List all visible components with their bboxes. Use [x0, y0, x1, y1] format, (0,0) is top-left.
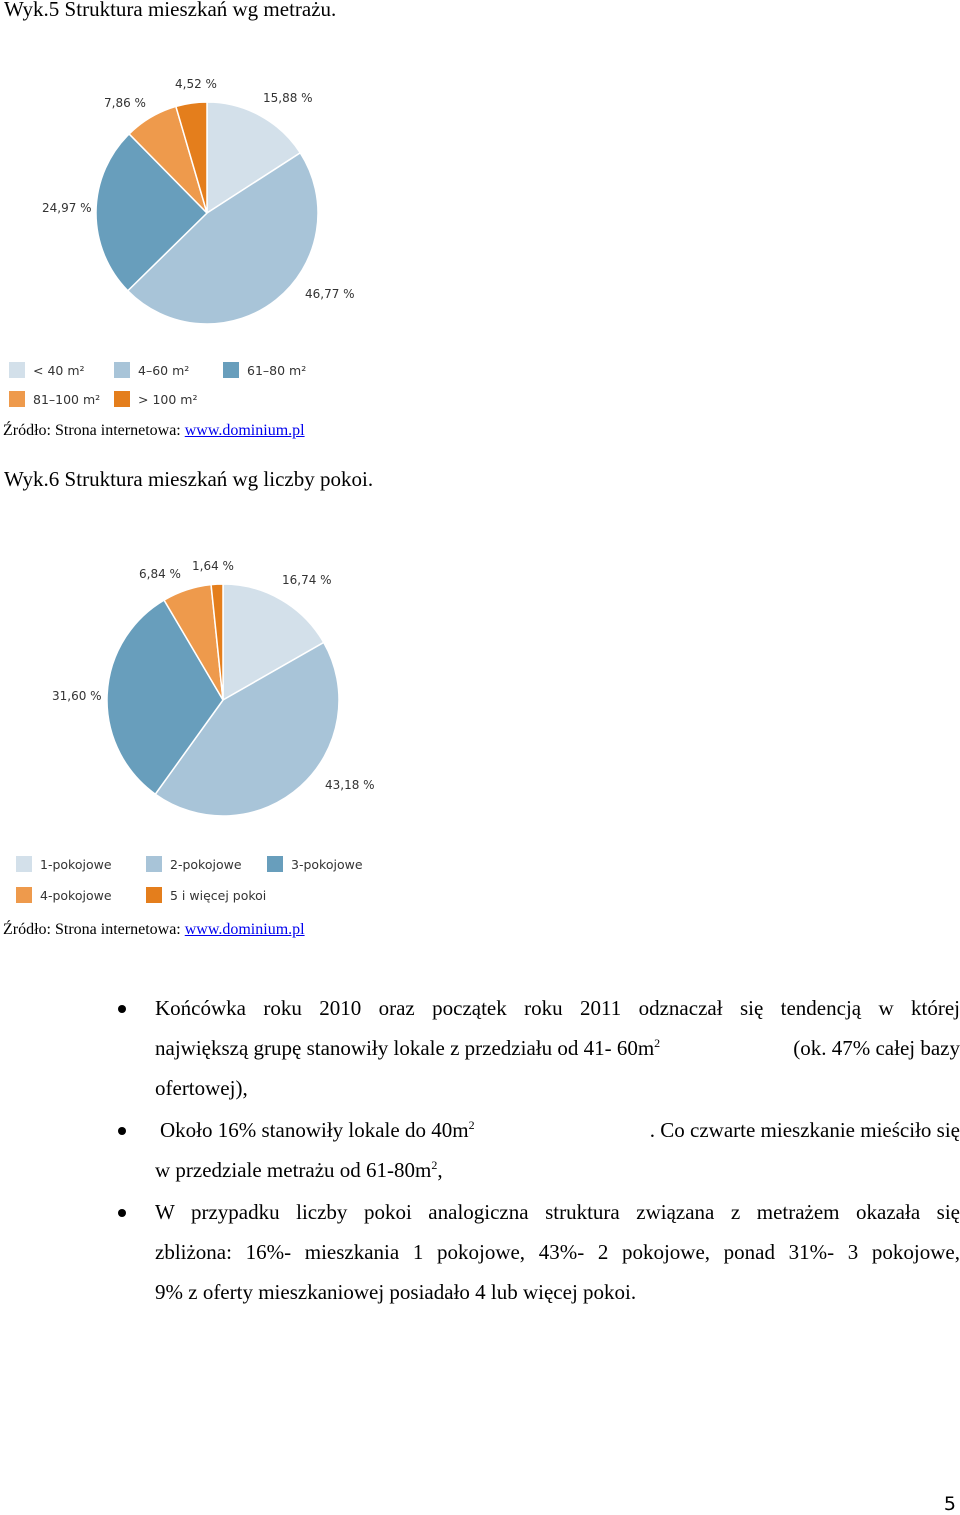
bullet1-line1 — [155, 996, 960, 1021]
legend-label: 1-pokojowe — [40, 856, 112, 872]
pie-value-label: 43,18 % — [325, 778, 375, 792]
legend-item — [146, 887, 266, 903]
pie-value-label: 4,52 % — [175, 77, 217, 91]
page-number: 5 — [943, 1493, 956, 1515]
bullet-dot — [118, 1127, 126, 1135]
bullet-dot — [118, 1005, 126, 1013]
bullet1-word: 2011 — [580, 996, 622, 1020]
legend-label: < 40 m² — [33, 362, 85, 378]
bullet1-word: w — [878, 996, 894, 1020]
bullet1-line2-end: (ok. 47% całej bazy — [793, 1036, 960, 1060]
legend-swatch — [267, 856, 283, 872]
bullet1-line2 — [155, 1036, 960, 1061]
legend-item — [267, 856, 363, 872]
bullet1-word: roku — [263, 996, 302, 1020]
legend-item — [16, 887, 112, 903]
bullet2-line1 — [160, 1118, 960, 1143]
legend-label: > 100 m² — [138, 391, 198, 407]
legend-item — [146, 856, 242, 872]
bullet3-line2: zbliżona: 16%- mieszkania 1 pokojowe, 43%- 2 pokojowe, ponad 31%- 3 pokojowe, — [155, 1240, 960, 1264]
bullet1-word: roku — [524, 996, 563, 1020]
legend-label: 4–60 m² — [138, 362, 190, 378]
source-prefix: Źródło: Strona internetowa: — [3, 422, 185, 439]
source-prefix: Źródło: Strona internetowa: — [3, 921, 185, 938]
chart2-source — [3, 921, 305, 939]
bullet1-word: tendencją — [780, 996, 862, 1020]
legend-swatch — [16, 887, 32, 903]
bullet1-line3: ofertowej), — [155, 1076, 248, 1100]
bullet1-word: Końcówka — [155, 996, 246, 1020]
pie-value-label: 7,86 % — [104, 96, 146, 110]
bullet1-word: odznaczał — [638, 996, 723, 1020]
bullet1-word: której — [911, 996, 960, 1020]
bullet1-word: oraz — [378, 996, 415, 1020]
pie-value-label: 6,84 % — [139, 567, 181, 581]
bullet-dot — [118, 1209, 126, 1217]
bullet1-word: 2010 — [319, 996, 362, 1020]
bullet1-word: się — [739, 996, 764, 1020]
legend-item — [16, 856, 112, 872]
source-link[interactable]: www.dominium.pl — [184, 921, 305, 938]
pie-value-label: 24,97 % — [42, 201, 92, 215]
source-link[interactable]: www.dominium.pl — [184, 422, 305, 439]
pie-value-label: 46,77 % — [305, 287, 355, 301]
bullet1-line2-text: największą grupę stanowiły lokale z przedziału od 41- $60m^2$ — [155, 1036, 661, 1060]
legend-label: 81–100 m² — [33, 391, 101, 407]
pie-value-label: 16,74 % — [282, 573, 332, 587]
bullet3-line1: W przypadku liczby pokoi analogiczna struktura związana z metrażem okazała się — [155, 1200, 960, 1224]
legend-swatch — [146, 887, 162, 903]
bullet1-word: początek — [432, 996, 507, 1020]
bullet2-line1-text: Około 16% stanowiły lokale do $40m^2$ — [160, 1118, 475, 1142]
bullet2-line1-end: . Co czwarte mieszkanie mieściło się — [649, 1118, 960, 1142]
pie-value-label: 1,64 % — [192, 559, 234, 573]
legend-swatch — [146, 856, 162, 872]
legend-label: 2-pokojowe — [170, 856, 242, 872]
bullet3-line3: 9% z oferty mieszkaniowej posiadało 4 lub więcej pokoi. — [155, 1280, 637, 1304]
chart2-caption: Wyk.6 Struktura mieszkań wg liczby pokoi. — [4, 467, 374, 491]
bullet2-line2: w przedziale metrażu od $61-80m^2$, — [155, 1158, 443, 1182]
legend-label: 4-pokojowe — [40, 887, 112, 903]
legend-label: 5 i więcej pokoi — [170, 887, 267, 903]
chart1-caption: Wyk.5 Struktura mieszkań wg metrażu. — [4, 0, 337, 21]
pie-value-label: 15,88 % — [263, 91, 313, 105]
legend-swatch — [16, 856, 32, 872]
legend-label: 3-pokojowe — [291, 856, 363, 872]
legend-label: 61–80 m² — [247, 362, 307, 378]
pie-value-label: 31,60 % — [52, 689, 102, 703]
